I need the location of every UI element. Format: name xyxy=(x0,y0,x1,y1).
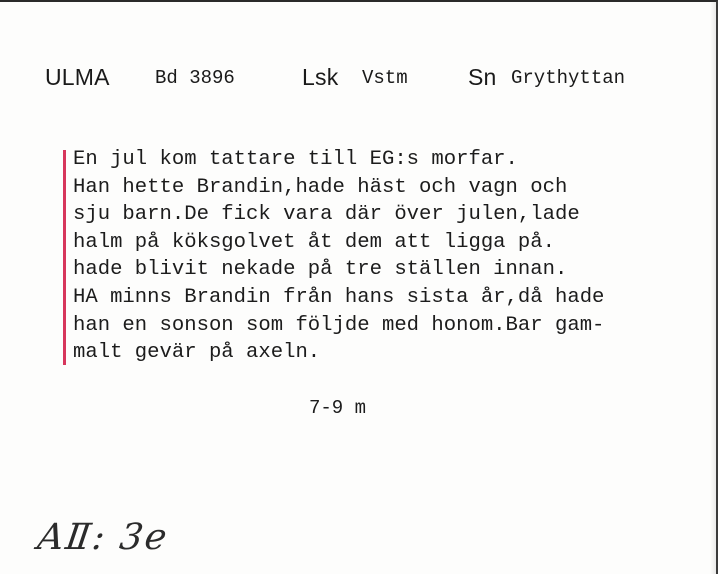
record-line: malt gevär på axeln. xyxy=(73,341,321,365)
record-line: han en sonson som följde med honom.Bar gam- xyxy=(73,313,605,337)
county-value: Vstm xyxy=(362,67,408,89)
parish-value: Grythyttan xyxy=(511,67,626,89)
record-line: HA minns Brandin från hans sista år,då hade xyxy=(73,285,605,309)
record-line: sju barn.De fick vara där över julen,lade xyxy=(73,203,580,227)
card-edge-shadow xyxy=(710,2,716,574)
handwritten-archive-ref: AⅡ: 3e xyxy=(35,517,172,558)
county-label: Lsk xyxy=(302,64,339,90)
record-line: En jul kom tattare till EG:s morfar. xyxy=(73,148,518,171)
archive-label: ULMA xyxy=(45,64,110,90)
record-text xyxy=(73,146,693,367)
record-number: Bd 3896 xyxy=(155,67,235,89)
record-line: hade blivit nekade på tre ställen innan. xyxy=(73,258,568,282)
record-line: Han hette Brandin,hade häst och vagn och xyxy=(73,175,568,199)
date-range: 7-9 m xyxy=(309,397,367,419)
margin-marker xyxy=(63,150,66,365)
parish-label: Sn xyxy=(468,64,497,90)
record-line: halm på köksgolvet åt dem att ligga på. xyxy=(73,230,555,254)
